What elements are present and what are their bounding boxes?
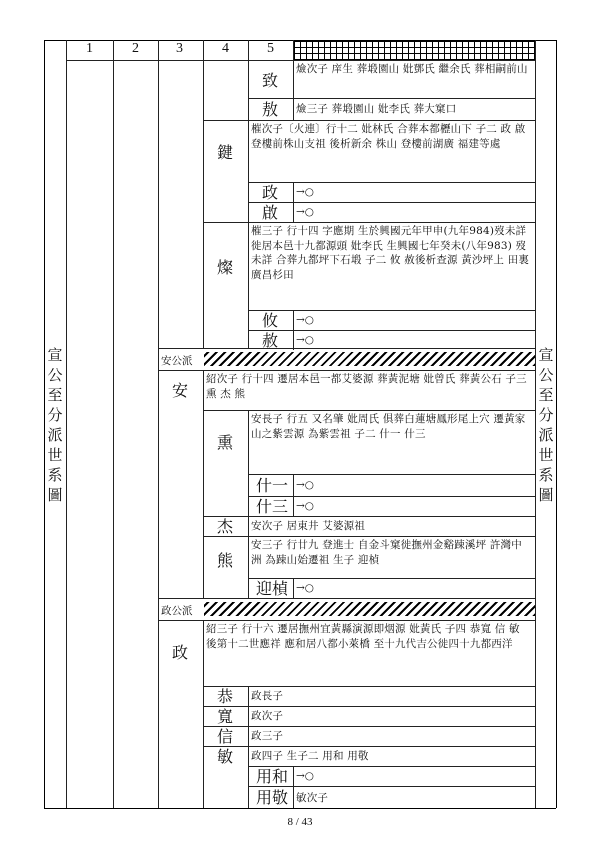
- row-line: [248, 474, 535, 475]
- table-right-border: [556, 40, 557, 808]
- person-description: 政三子: [251, 730, 284, 742]
- continuation-arrow: →○: [296, 206, 314, 218]
- branch-hatch-bar: [204, 352, 535, 366]
- side-title-right: 宣公至分派世系圖: [538, 346, 554, 504]
- person-name: 用敬: [256, 788, 289, 807]
- person-name: 用和: [256, 767, 289, 786]
- person-name: 熏: [217, 433, 234, 452]
- person-name: 敏: [217, 747, 234, 766]
- continuation-arrow: →○: [296, 314, 314, 326]
- row-line: [203, 516, 535, 517]
- row-line: [158, 348, 535, 349]
- col-3-divider-c: [203, 620, 204, 808]
- person-description: 槯三子 行十四 字應期 生於興國元年甲申(九年984)歿未詳 徙居本邑十九都源頭 妣李氏 生興國七年癸未(八年983) 歿未詳 合葬九都坪下石塅 子二 攸 赦後析查源 黃沙坪上 田裏 廣昌杉田: [251, 225, 530, 281]
- right-title-divider: [535, 40, 536, 808]
- person-name: 安: [172, 381, 189, 400]
- row-line: [158, 370, 535, 371]
- col-5-divider-f: [293, 766, 294, 808]
- col-1-divider: [113, 40, 114, 808]
- col-4-divider-b: [248, 410, 249, 598]
- person-description: 㷿次子 庠生 葬塅園山 妣鄧氏 繼余氏 葬相嗣前山: [296, 63, 528, 75]
- person-name: 杰: [217, 517, 234, 536]
- branch-hatch-bar: [204, 602, 535, 616]
- page-number: 8 / 43: [287, 816, 313, 828]
- person-description: 安三子 行廿九 登進士 自金斗窠徙撫州金谿踈溪坪 許灣中洲 為踈山始遷祖 生子 迎楨: [251, 539, 522, 566]
- col-3-divider-b: [203, 370, 204, 598]
- continuation-arrow: →○: [296, 186, 314, 198]
- branch-label: 安公派: [161, 355, 193, 367]
- row-line: [248, 330, 535, 331]
- person-description: 紹三子 行十六 遷居撫州宜黃縣演源即烟源 妣黃氏 子四 恭寬 信 敏 後第十二世應祥 應和居八都小萊橋 至十九代吉公徙四十九都西洋: [206, 623, 520, 650]
- person-description: 政長子: [251, 690, 284, 702]
- person-name: 迎楨: [256, 579, 289, 598]
- row-line: [248, 98, 535, 99]
- row-line: [203, 686, 535, 687]
- continuation-arrow: →○: [296, 770, 314, 782]
- row-line: [248, 766, 535, 767]
- row-line: [203, 706, 535, 707]
- person-name: 鍵: [217, 143, 234, 162]
- branch-label: 政公派: [161, 605, 193, 617]
- row-line: [203, 536, 535, 537]
- continuation-arrow: →○: [296, 500, 314, 512]
- person-name: 赦: [262, 331, 279, 350]
- row-line: [248, 310, 535, 311]
- person-name: 熊: [217, 551, 234, 570]
- side-title-left: 宣公至分派世系圖: [47, 346, 63, 504]
- row-line: [203, 726, 535, 727]
- col-3-divider-a: [203, 40, 204, 348]
- col-5-divider-e: [293, 578, 294, 598]
- column-number-4: 4: [222, 41, 229, 56]
- person-description: 敏次子: [296, 792, 329, 804]
- column-number-2: 2: [132, 41, 139, 56]
- person-name: 什一: [256, 476, 289, 495]
- row-line: [203, 746, 535, 747]
- column-number-1: 1: [86, 41, 93, 56]
- row-line: [158, 620, 535, 621]
- person-description: 安次子 居東井 艾婆源祖: [251, 520, 366, 532]
- person-description: 紹次子 行十四 遷居本邑一都艾婆源 葬黃泥塘 妣曾氏 葬黃公石 子三 熏 杰 熊: [206, 373, 527, 400]
- person-name: 致: [262, 71, 279, 90]
- table-left-border: [44, 40, 45, 808]
- row-line: [248, 496, 535, 497]
- row-line: [158, 598, 535, 599]
- continuation-arrow: →○: [296, 479, 314, 491]
- person-description: 政次子: [251, 710, 284, 722]
- header-grid-pattern: [294, 41, 535, 60]
- person-description: 㷿三子 葬塅園山 妣李氏 葬大窠口: [296, 103, 457, 115]
- continuation-arrow: →○: [296, 582, 314, 594]
- person-name: 信: [217, 727, 234, 746]
- header-bottom-line: [66, 60, 535, 61]
- person-name: 政: [172, 643, 189, 662]
- row-line: [203, 222, 535, 223]
- left-title-divider: [66, 40, 67, 808]
- row-line: [203, 120, 535, 121]
- person-name: 什三: [256, 497, 289, 516]
- row-line: [248, 578, 535, 579]
- row-line: [248, 786, 535, 787]
- continuation-arrow: →○: [296, 334, 314, 346]
- col-4-divider-c: [248, 686, 249, 808]
- person-description: 安長子 行五 又名肇 妣周氏 俱葬白蓮塘鳳形尾上穴 遷黃家山之紫雲源 為紫雲祖 子二 什一 什三: [251, 413, 526, 440]
- person-name: 啟: [262, 203, 279, 222]
- col-5-divider-d: [293, 474, 294, 516]
- person-name: 攸: [262, 311, 279, 330]
- person-name: 敖: [262, 100, 279, 119]
- person-description: 政四子 生子二 用和 用敬: [251, 750, 369, 762]
- row-line: [203, 410, 535, 411]
- col-2-divider: [158, 40, 159, 808]
- column-number-5: 5: [267, 41, 274, 56]
- person-name: 恭: [217, 687, 234, 706]
- person-description: 槯次子〔火連〕行十二 妣林氏 合葬本都櫪山下 子二 政 啟 登樓前株山支祖 後析新余 株山 登樓前湖廣 福建等處: [251, 123, 526, 150]
- table-bottom-border: [44, 808, 556, 809]
- row-line: [248, 202, 535, 203]
- person-name: 政: [262, 183, 279, 202]
- person-name: 寬: [217, 707, 234, 726]
- column-number-3: 3: [176, 41, 183, 56]
- person-name: 燦: [217, 258, 234, 277]
- col-4-divider-a: [248, 40, 249, 348]
- row-line: [248, 182, 535, 183]
